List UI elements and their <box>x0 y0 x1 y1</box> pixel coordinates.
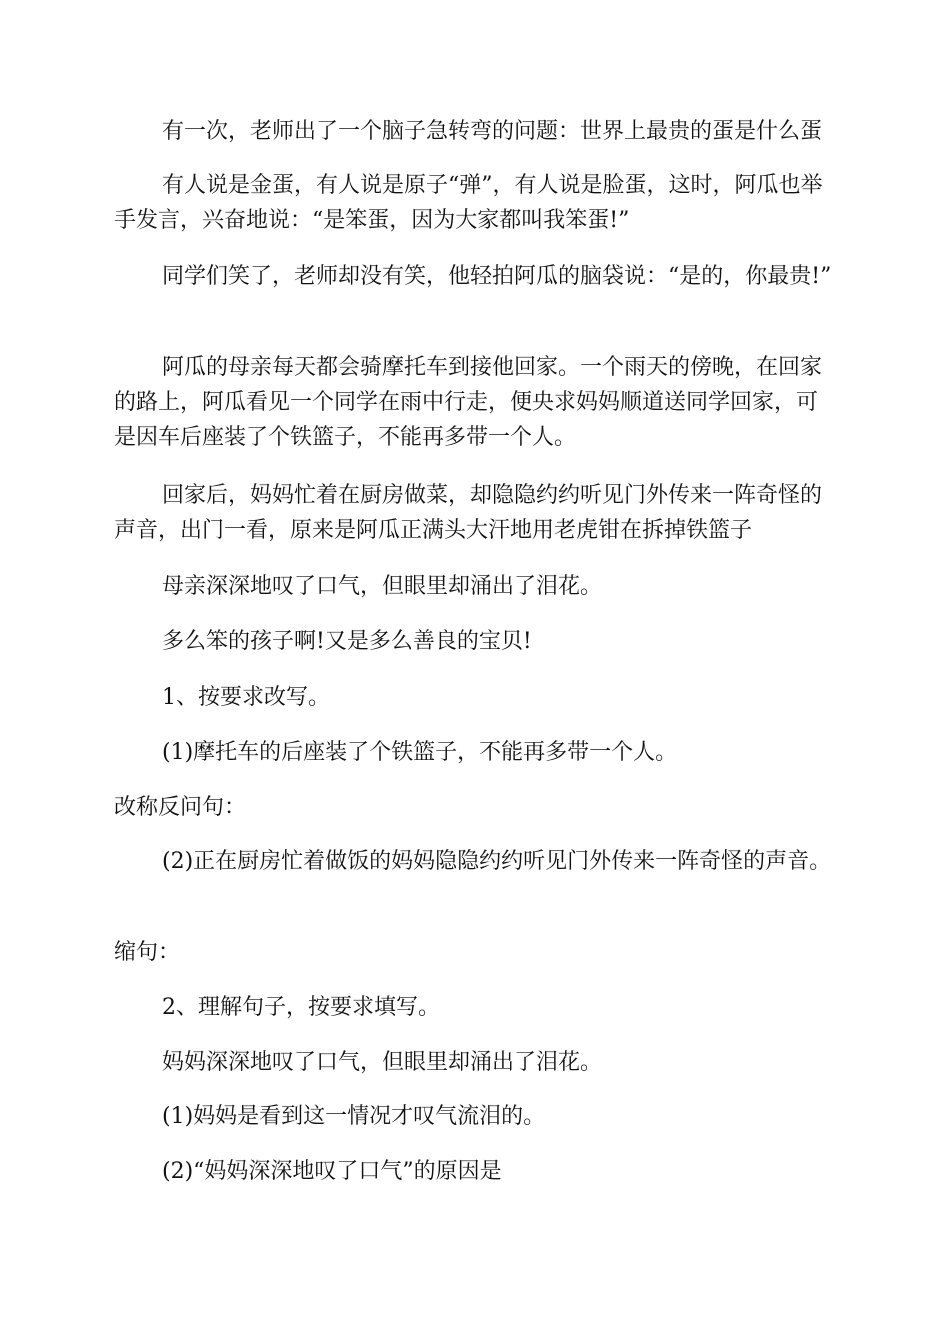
paragraph-story-answers: 有人说是金蛋，有人说是原子“弹”，有人说是脸蛋，这时，阿瓜也举手发言，兴奋地说：“是笨蛋，因为大家都叫我笨蛋!” <box>114 173 823 233</box>
paragraph-story-basket: 回家后，妈妈忙着在厨房做菜，却隐隐约约听见门外传来一阵奇怪的声音，出门一看，原来是阿瓜正满头大汗地用老虎钳在拆掉铁篮子 <box>114 483 823 543</box>
paragraph-story-mother-sigh: 母亲深深地叹了口气，但眼里却涌出了泪花。 <box>162 574 603 599</box>
paragraph-story-ending: 多么笨的孩子啊!又是多么善良的宝贝! <box>162 629 532 654</box>
paragraph-story-rainy-day: 阿瓜的母亲每天都会骑摩托车到接他回家。一个雨天的傍晚，在回家的路上，阿瓜看见一个同学在雨中行走，便央求妈妈顺道送同学回家，可是因车后座装了个铁篮子，不能再多带一个人。 <box>114 355 823 450</box>
question-1-item-1-prompt: 改称反问句： <box>114 795 247 820</box>
question-2-item-1: (1)妈妈是看到这一情况才叹气流泪的。 <box>162 1104 546 1129</box>
question-1-item-2: (2)正在厨房忙着做饭的妈妈隐隐约约听见门外传来一阵奇怪的声音。 <box>162 849 832 874</box>
question-2-quote: 妈妈深深地叹了口气，但眼里却涌出了泪花。 <box>162 1050 603 1075</box>
question-1-item-1: (1)摩托车的后座装了个铁篮子，不能再多带一个人。 <box>162 740 678 765</box>
question-2-heading: 2、理解句子，按要求填写。 <box>162 995 440 1020</box>
question-1-item-2-prompt: 缩句： <box>114 940 181 965</box>
question-1-heading: 1、按要求改写。 <box>162 685 330 710</box>
paragraph-story-riddle: 有一次，老师出了一个脑子急转弯的问题：世界上最贵的蛋是什么蛋 <box>162 119 823 144</box>
paragraph-story-teacher: 同学们笑了，老师却没有笑，他轻拍阿瓜的脑袋说：“是的，你最贵!” <box>162 264 832 289</box>
question-2-item-2: (2)“妈妈深深地叹了口气”的原因是 <box>162 1159 502 1184</box>
